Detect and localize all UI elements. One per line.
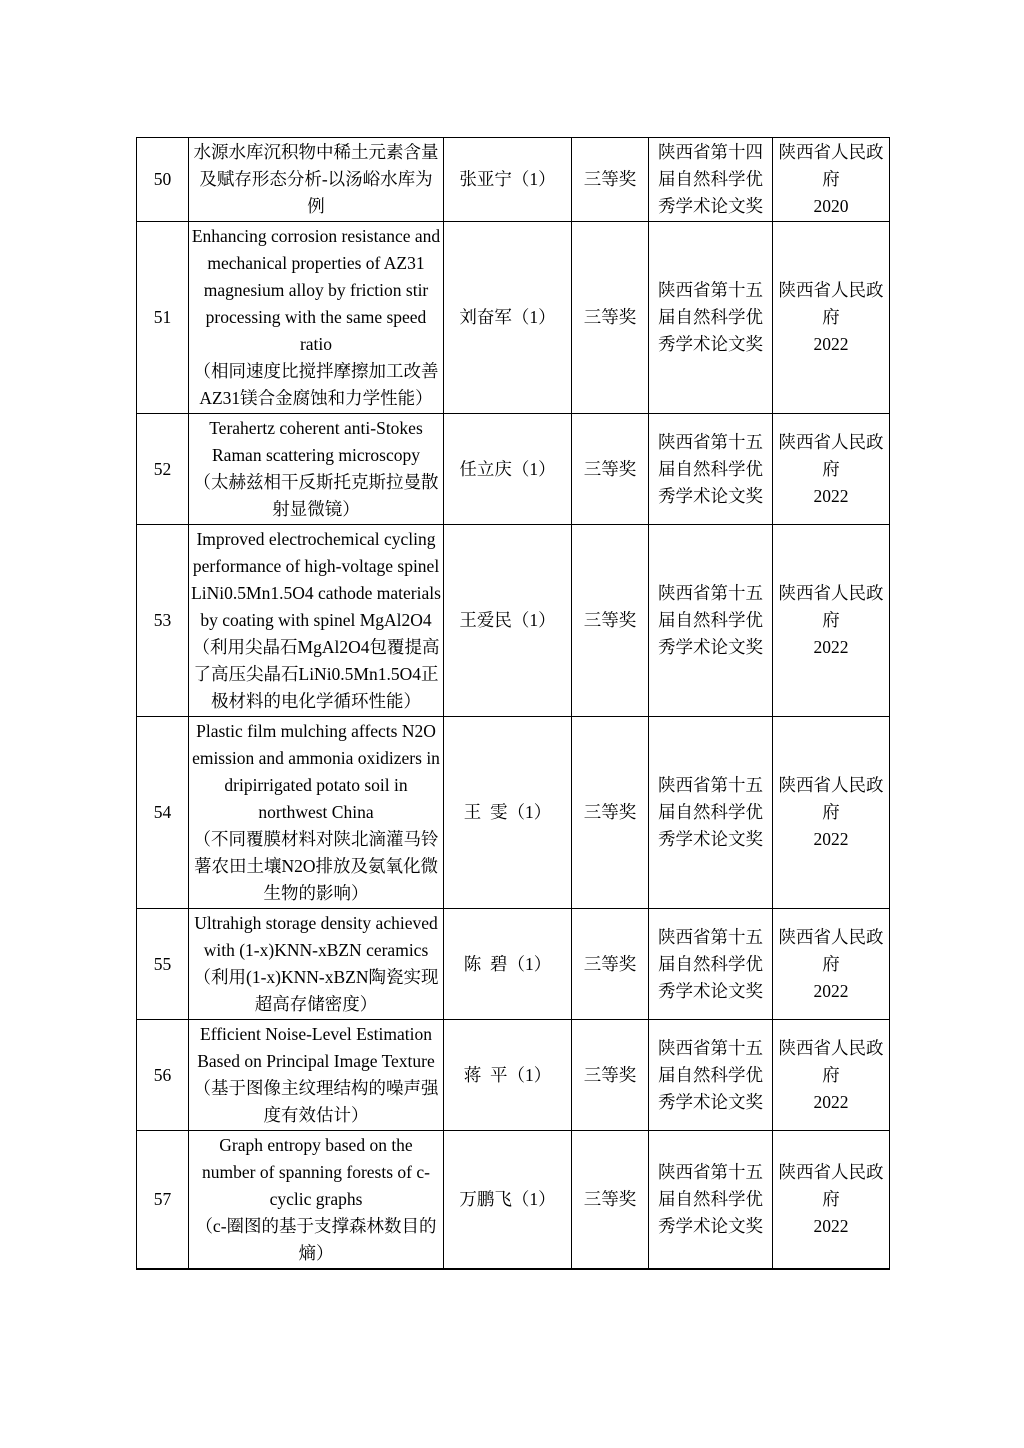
- issuer-cell: [773, 909, 890, 1020]
- paper-title-translation: （基于图像主纹理结构的噪声强度有效估计）: [193, 1078, 439, 1125]
- paper-title-translation: （相同速度比搅拌摩擦加工改善AZ31镁合金腐蚀和力学性能）: [193, 361, 439, 408]
- issuer-name: 陕西省人民政府: [778, 142, 884, 189]
- award-name-cell: 陕西省第十五届自然科学优秀学术论文奖: [649, 525, 773, 717]
- prize-level-cell: 三等奖: [572, 1020, 649, 1131]
- award-name-cell: 陕西省第十五届自然科学优秀学术论文奖: [649, 909, 773, 1020]
- issuer-name: 陕西省人民政府: [778, 431, 884, 479]
- paper-title-main: 水源水库沉积物中稀土元素含量及赋存形态分析-以汤峪水库为例: [193, 142, 439, 216]
- author-cell: 任立庆（1）: [444, 414, 572, 525]
- author-cell: 蒋 平（1）: [444, 1020, 572, 1131]
- paper-title-translation: （利用尖晶石MgAl2O4包覆提高了高压尖晶石LiNi0.5Mn1.5O4正极材料的电化学循环性能）: [192, 637, 440, 711]
- award-year: 2022: [813, 637, 849, 657]
- table-row: [137, 1131, 890, 1270]
- issuer-name: 陕西省人民政府: [778, 1162, 884, 1209]
- table-row: [137, 909, 890, 1020]
- issuer-cell: [773, 1020, 890, 1131]
- awards-table-body: [137, 138, 890, 1270]
- author-cell: 张亚宁（1）: [444, 138, 572, 222]
- issuer-name: 陕西省人民政府: [778, 1037, 884, 1085]
- paper-title-main: Ultrahigh storage density achieved with (1-x)KNN-xBZN ceramics: [194, 913, 438, 960]
- paper-title-translation: （不同覆膜材料对陕北滴灌马铃薯农田土壤N2O排放及氨氧化微生物的影响）: [193, 829, 439, 903]
- prize-level-cell: 三等奖: [572, 525, 649, 717]
- award-year: 2020: [813, 196, 849, 216]
- prize-level-cell: 三等奖: [572, 1131, 649, 1270]
- issuer-cell: [773, 525, 890, 717]
- author-cell: 陈 碧（1）: [444, 909, 572, 1020]
- row-number-cell: 50: [137, 138, 189, 222]
- paper-title-main: Graph entropy based on the number of spanning forests of c-cyclic graphs: [202, 1135, 430, 1209]
- row-number-cell: 56: [137, 1020, 189, 1131]
- paper-title-cell: [189, 525, 444, 717]
- prize-level-cell: 三等奖: [572, 717, 649, 909]
- issuer-cell: [773, 717, 890, 909]
- table-row: [137, 1020, 890, 1131]
- paper-title-main: Efficient Noise-Level Estimation Based on Principal Image Texture: [197, 1024, 435, 1071]
- paper-title-cell: [189, 1131, 444, 1270]
- awards-table: [136, 137, 890, 1270]
- issuer-cell: [773, 1131, 890, 1270]
- paper-title-main: Improved electrochemical cycling performance of high-voltage spinel LiNi0.5Mn1.5O4 cathode materials by coating with spinel MgAl2O4: [191, 529, 441, 630]
- award-name-cell: 陕西省第十五届自然科学优秀学术论文奖: [649, 1131, 773, 1270]
- award-year: 2022: [813, 980, 849, 1001]
- table-row: [137, 717, 890, 909]
- award-year: 2022: [813, 485, 849, 506]
- table-row: [137, 414, 890, 525]
- row-number-cell: 51: [137, 222, 189, 414]
- paper-title-cell: [189, 909, 444, 1020]
- issuer-cell: [773, 222, 890, 414]
- table-row: [137, 525, 890, 717]
- row-number-cell: 53: [137, 525, 189, 717]
- row-number-cell: 57: [137, 1131, 189, 1270]
- award-year: 2022: [813, 829, 849, 849]
- award-name-cell: 陕西省第十五届自然科学优秀学术论文奖: [649, 1020, 773, 1131]
- issuer-name: 陕西省人民政府: [778, 926, 884, 974]
- award-name-cell: 陕西省第十四届自然科学优秀学术论文奖: [649, 138, 773, 222]
- award-year: 2022: [813, 1216, 849, 1236]
- paper-title-cell: [189, 138, 444, 222]
- prize-level-cell: 三等奖: [572, 222, 649, 414]
- table-row: [137, 222, 890, 414]
- row-number-cell: 54: [137, 717, 189, 909]
- paper-title-main: Enhancing corrosion resistance and mechanical properties of AZ31 magnesium alloy by friction stir processing with the same speed ratio: [191, 226, 441, 354]
- issuer-name: 陕西省人民政府: [778, 583, 884, 630]
- paper-title-cell: [189, 414, 444, 525]
- award-name-cell: 陕西省第十五届自然科学优秀学术论文奖: [649, 222, 773, 414]
- author-cell: 王爱民（1）: [444, 525, 572, 717]
- issuer-cell: [773, 414, 890, 525]
- paper-title-main: Terahertz coherent anti-Stokes Raman scattering microscopy: [209, 418, 423, 465]
- award-name-cell: 陕西省第十五届自然科学优秀学术论文奖: [649, 414, 773, 525]
- issuer-cell: [773, 138, 890, 222]
- paper-title-main: Plastic film mulching affects N2O emission and ammonia oxidizers in dripirrigated potato soil in northwest China: [192, 721, 440, 822]
- award-year: 2022: [813, 334, 849, 354]
- issuer-name: 陕西省人民政府: [778, 280, 884, 327]
- issuer-name: 陕西省人民政府: [778, 775, 884, 822]
- paper-title-cell: [189, 717, 444, 909]
- paper-title-cell: [189, 1020, 444, 1131]
- author-cell: 刘奋军（1）: [444, 222, 572, 414]
- prize-level-cell: 三等奖: [572, 138, 649, 222]
- row-number-cell: 52: [137, 414, 189, 525]
- table-row: [137, 138, 890, 222]
- author-cell: 王 雯（1）: [444, 717, 572, 909]
- paper-title-translation: （c-圈图的基于支撑森林数目的熵）: [195, 1216, 437, 1263]
- row-number-cell: 55: [137, 909, 189, 1020]
- award-year: 2022: [813, 1091, 849, 1112]
- prize-level-cell: 三等奖: [572, 909, 649, 1020]
- author-cell: 万鹏飞（1）: [444, 1131, 572, 1270]
- paper-title-cell: [189, 222, 444, 414]
- paper-title-translation: （太赫兹相干反斯托克斯拉曼散射显微镜）: [193, 472, 439, 519]
- award-name-cell: 陕西省第十五届自然科学优秀学术论文奖: [649, 717, 773, 909]
- prize-level-cell: 三等奖: [572, 414, 649, 525]
- paper-title-translation: （利用(1-x)KNN-xBZN陶瓷实现超高存储密度）: [193, 967, 439, 1014]
